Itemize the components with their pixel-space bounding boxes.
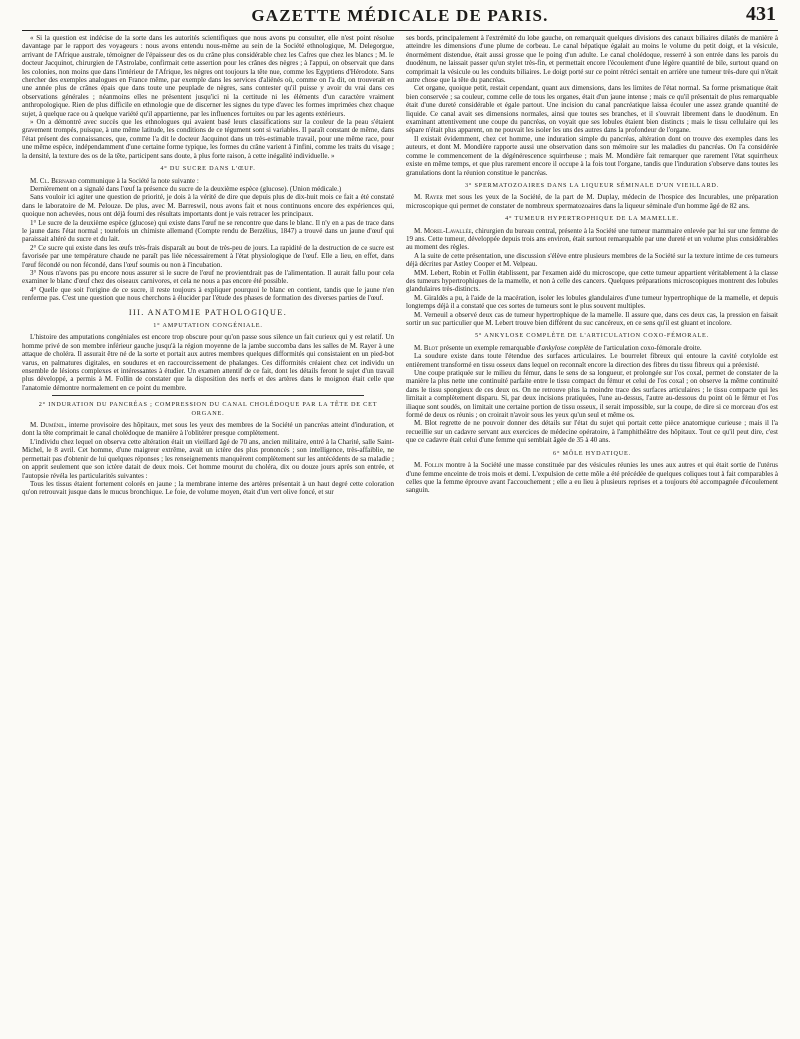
paragraph xyxy=(406,227,778,252)
page-header xyxy=(22,0,778,31)
paragraph xyxy=(22,421,394,438)
divider xyxy=(52,395,364,396)
paragraph-text: met sous les yeux de la Société, de la part de M. Duplay, médecin de l'hospice des Incurables, une préparation microscopique qui permet de constater de nombreux spermatozoaires dans la liqueur séminale d'un homme âgé de 82 ans. xyxy=(406,193,778,210)
author-name: M. Cl. Bernard xyxy=(30,176,77,185)
left-column xyxy=(22,34,394,497)
paragraph-text: montre à la Société une masse constituée par des vésicules réunies les unes aux autres et qui était sortie de l'utérus d'une femme enceinte de trois mois et demi. L'expulsion de cette môle a été précédée de quelques coliques tout à fait comparables à celles que la femme éprouve avant l'accouchement ; elle a eu lieu à plusieurs reprises et a toujours été accompagnée d'écoulement sanguin. xyxy=(406,461,778,495)
paragraph xyxy=(406,461,778,495)
paragraph: A la suite de cette présentation, une discussion s'élève entre plusieurs membres de la Société sur la texture intime de ces tumeurs déjà décrites par Astley Cooper et M. Velpeau. xyxy=(406,251,778,269)
paragraph-text: communique à la Société la note suivante : xyxy=(76,176,199,185)
paragraph: Tous les tissus étaient fortement colorés en jaune ; la membrane interne des artères présentait à un haut degré cette coloration qu'on retrouvait jusque dans le mucus bronchique. Le foie, de volume moyen, était d'un vert olive foncé, et sur xyxy=(22,479,394,497)
paragraph: 1° Le sucre de la deuxième espèce (glucose) qui existe dans l'œuf ne se rencontre que dans le blanc. Il n'y en a pas de trace dans le jaune dans l'état normal ; toutefois un chimiste allemand (Compte rendu de Berzélius, 1847) a trouvé dans un jaune d'œuf qui paraissait altéré du sucre et du lait. xyxy=(22,218,394,244)
author-name: M. Blot xyxy=(414,343,439,352)
paragraph: L'individu chez lequel on observa cette altération était un vieillard âgé de 70 ans, ancien militaire, entré à la Charité, salle Saint-Michel, le 8 avril. Cet homme, d'une maigreur extrême, avait un ictère des plus prononcés ; son intelligence, très-affaiblie, ne permettait pas d'obtenir de lui quelques réponses ; les renseignements manquèrent complètement sur les antécédents de sa maladie ; on apprit seulement que son ictère datait de deux mois. Cet homme mourut du choléra, dix ou douze jours après son entrée, et l'autopsie révéla les particularités suivantes : xyxy=(22,437,394,480)
paragraph: Cet organe, quoique petit, restait cependant, quant aux dimensions, dans les limites de l'état normal. Sa forme prismatique était bien conservée ; sa couleur, comme celle de tous les organes, était d'un jaune intense ; mais ce qu'il présentait de plus remarquable était d'une dureté considérable et égale partout. Une incision du canal pancréatique laissa écouler une assez grande quantité de liquide. Ce canal avait ses dimensions normales, ainsi que toutes ses branches, et il s'ouvrait librement dans le duodénum. En examinant attentivement une coupe du pancréas, on voyait que ses lobules étaient bien distincts ; mais le tissu cellulaire qui les sépare n'était plus apparent, on ne pouvait les isoler les uns des autres dans la profondeur de l'organe. xyxy=(406,84,778,135)
section-heading-ankylose: 5° ANKYLOSE COMPLÈTE DE L'ARTICULATION COXO-FÉMORALE. xyxy=(475,332,709,340)
paragraph: Il existait évidemment, chez cet homme, une induration simple du pancréas, altération dont on trouve des exemples dans les auteurs, et dont M. Mondière rapporte aussi une observation dans son mémoire sur les maladies du pancréas. On l'a considérée comme le commencement de la dégénérescence squirrheuse ; mais M. Mondière fait remarquer que rarement l'état squirrheux existe en même temps, et que plus rarement encore il occupe à la fois tout l'organe, tandis que l'induration s'observe dans toutes les granulations dont la réunion constitue le pancréas. xyxy=(406,134,778,177)
paragraph: 3° Nous n'avons pas pu encore nous assurer si le sucre de l'œuf ne provientdrait pas de l'alimentation. Il aurait fallu pour cela examiner le blanc d'œuf chez des oiseaux carnivores, et cela ne nous a pas encore été possible. xyxy=(22,268,394,286)
paragraph: Sans vouloir ici agiter une question de priorité, je dois à la vérité de dire que depuis plus de dix-huit mois ce fait a été constaté dans le laboratoire de M. Pelouze. De plus, avec M. Barreswil, nous avons fait et nous continuons encore des expériences qui, quoique non achevées, nous ont déjà fourni des résultats importants dont je vais retracer les principaux. xyxy=(22,193,394,219)
two-column-body xyxy=(22,34,778,497)
italic-term: ankylose complète xyxy=(541,343,594,352)
paragraph: MM. Lebert, Robin et Follin établissent, par l'examen aidé du microscope, que cette tumeur appartient véritablement à la classe des tumeurs hypertrophiques de la mamelle, et non à celle des cancers. Quelques préparations microscopiques montrent des lobules glandulaires très-distincts. xyxy=(406,268,778,294)
paragraph: 2° Ce sucre qui existe dans les œufs très-frais disparaît au bout de très-peu de jours. La rapidité de la destruction de ce sucre est favorisée par une température chaude ne paraît pas liée nécessairement à l'état physiologique de l'œuf. Elle a lieu, en effet, dans l'œuf fécondé ou non fécondé, dans l'œuf soumis ou non à l'incubation. xyxy=(22,243,394,269)
paragraph: La soudure existe dans toute l'étendue des surfaces articulaires. Le bourrelet fibreux qui entoure la cavité cotyloïde est entièrement transformé en tissu osseux dans lequel on reconnaît encore la direction des fibres du tissu fibreux qui a préexisté. xyxy=(406,352,778,369)
journal-title: GAZETTE MÉDICALE DE PARIS. xyxy=(251,6,549,25)
paragraph: » On a démontré avec succès que les ethnologues qui avaient basé leurs classifications sur la couleur de la peau s'étaient gravement trompés, puisque, à une même latitude, les conditions de ce tégument sont si variables. Il paraît constant de même, dans l'état présent des connaissances, que, comme l'a dit le docteur Jacquinot dans un très-estimable travail, pour une même race, pour une même espèce, indépendamment d'une certaine forme typique, les formes du crâne varient à l'infini, comme les traits du visage ; la densité, la texture des os de la tête, participent sans doute, à plus forte raison, à cette inégalité individuelle. » xyxy=(22,118,394,160)
paragraph xyxy=(406,344,778,352)
paragraph-text: présente un exemple remarquable d' xyxy=(438,343,542,352)
paragraph-text: , chirurgien du bureau central, présente à la Société une tumeur mammaire enlevée par lui sur une femme de 19 ans. Cette tumeur, développée depuis trois ans environ, était surtout remarquable par une dureté et un volume plus considérables au moment des règles. xyxy=(406,226,778,252)
paragraph-text: de l'articulation coxo-fémorale droite. xyxy=(593,343,702,352)
paragraph: L'histoire des amputations congéniales est encore trop obscure pour qu'on passe sous silence un fait curieux qui y est relatif. Un homme privé de son membre inférieur gauche jusqu'à la région moyenne de la jambe succomba dans les salles de M. Rayer à une attaque de choléra. Il assurait être né de la sorte et portait aux autres membres quelques difformités qui consistaient en un pied-bot varus, en palmatures digitales, en soudures et en raccourcissement de phalanges. Ces difformités créaient chez cet individu un ensemble de lésions complexes et intéressantes à étudier. Un examen attentif de ce fait, dont les détails feront le sujet d'un travail plus développé, a permis à M. Follin de constater que la disposition des nerfs et des artères dans le moignon était celle que l'anatomie démontre normalement en ce point du membre. xyxy=(22,333,394,392)
paragraph: M. Blot regrette de ne pouvoir donner des détails sur l'état du sujet qui portait cette pièce anatomique curieuse ; mais il l'a recueillie sur un cadavre servant aux exercices de médecine opératoire, à l'amphithéâtre des hôpitaux. Tout ce qu'il peut dire, c'est que ce cadavre était celui d'une femme qui semblait âgée de 35 à 40 ans. xyxy=(406,419,778,445)
paragraph-text: , interne provisoire des hôpitaux, met sous les yeux des membres de la Société un pancréas atteint d'induration, et dont la tête comprimait le canal cholédoque de manière à l'oblitérer presque complètement. xyxy=(22,421,394,438)
paragraph: ses bords, principalement à l'extrémité du lobe gauche, on remarquait quelques divisions des canaux biliaires dilatés de manière à atteindre les dimensions d'une plume de corbeau. Le canal hépatique égalait au moins le volume du petit doigt, et la vésicule, énormément distendue, était aussi grosse que le poing d'un adulte. Le canal cholédoque, resserré à son entrée dans les parois du duodénum, ne laissait passer qu'un stylet très-fin, et permettait encore l'écoulement d'une légère quantité de bile, surtout quand on comprimait la vésicule ou les conduits biliaires. Le doigt porté sur ce point rétréci sentait en arrière une tumeur très-dure qui n'était autre chose que la tête du pancréas. xyxy=(406,34,778,85)
paragraph: « Si la question est indécise de la sorte dans les autorités scientifiques que nous avons pu consulter, elle n'est point résolue davantage par le rapport des voyageurs : nous avons entendu nous-même au sein de la Société ethnologique, M. Delegorgue, arrivant de l'Afrique australe, témoigner de l'épaisseur des os du crâne plus considérable chez les Cafres que chez les blancs ; M. le docteur Jacquinot, chirurgien de l'Astrolabe, confirmait cette assertion pour les crânes des nègres ; à l'appui, on observait que dans les colonies, non moins que dans l'intérieur de l'Afrique, les nègres ont toujours la tête nue, comme les Egyptiens d'Hérodote. Sans chercher des exemples analogues en France même, par exemple dans les services d'aliénés où, comme on l'a dit, on trouverait en une année plus de crânes épais que dans toute une peuplade de nègres, sans contester qu'il puisse y avoir du vrai dans ces observations générales ; néanmoins elles ne présentent jusqu'ici ni la certitude ni les éléments d'un caractère vraiment anthropologique. Rien de plus difficile en ethnologie que de discerner les signes du type d'avec les formes imprimées chez chaque sujet, à quelque race ou à quelque variété qu'il appartienne, par les influences fortuites ou par les agents extérieurs. xyxy=(22,34,394,118)
section-heading-pancreas: 2° INDURATION DU PANCRÉAS ; COMPRESSION DU CANAL CHOLÉDOQUE PAR LA TÊTE DE CET ORGANE. xyxy=(38,401,378,417)
section-heading-mamelle: 4° TUMEUR HYPERTROPHIQUE DE LA MAMELLE. xyxy=(505,215,679,223)
paragraph: Une coupe pratiquée sur le milieu du fémur, dans le sens de sa longueur, et prolongée sur l'os coxal, permet de constater de la manière la plus nette une continuité parfaite entre le tissu compact du fémur et celui de l'os coxal ; on observe la même continuité dans le tissu spongieux de ces deux os. On ne retrouve plus la moindre trace des surfaces articulaires ; le tissu compacte qui les limitait a complètement disparu. Si, par deux incisions pratiquées, l'une au-dessus, l'autre au-dessous du point où le fémur et l'os iliaque sont soudés, on limitait une certaine portion de tissu osseux, il serait impossible, sur la coupe, de dire si ce morceau d'os est formé de deux os réunis ; on croirait n'avoir sous les yeux qu'un seul et même os. xyxy=(406,369,778,420)
author-name: M. Rayer xyxy=(414,193,443,202)
page-number: 431 xyxy=(746,3,776,25)
section-heading-sucre: 4° DU SUCRE DANS L'ŒUF. xyxy=(160,165,256,173)
author-name: M. Morel-Lavallée xyxy=(414,226,472,235)
section-heading-amputation: 1° AMPUTATION CONGÉNIALE. xyxy=(153,322,263,329)
paragraph xyxy=(406,193,778,210)
author-name: M. Duménil xyxy=(30,421,65,430)
section-heading-anatomie: III. ANATOMIE PATHOLOGIQUE. xyxy=(128,307,288,317)
paragraph: M. Verneuil a observé deux cas de tumeur hypertrophique de la mamelle. Il assure que, dans ces deux cas, la pression en faisait sortir un suc particulier que M. Lebert trouve bien différent du suc cancéreux, en ce sens qu'il est gluant et incolore. xyxy=(406,310,778,327)
section-heading-spermatozoaires: 3° SPERMATOZOAIRES DANS LA LIQUEUR SÉMINALE D'UN VIEILLARD. xyxy=(464,181,720,189)
paragraph xyxy=(22,177,394,185)
section-heading-mole: 6° MÔLE HYDATIQUE. xyxy=(553,449,631,457)
paragraph: 4° Quelle que soit l'origine de ce sucre, il reste toujours à expliquer pourquoi le blanc en contient, tandis que le jaune n'en renferme pas. C'est une question que nous cherchons à élucider par l'étude des phases de formation des diverses parties de l'œuf. xyxy=(22,285,394,303)
paragraph: Dernièrement on a signalé dans l'œuf la présence du sucre de la deuxième espèce (glucose). (Union médicale.) xyxy=(30,184,342,193)
paragraph: M. Giraldès a pu, à l'aide de la macération, isoler les lobules glandulaires d'une tumeur hypertrophique de la mamelle, et depuis longtemps déjà il a constaté que ces sortes de tumeurs sont le plus souvent multiples. xyxy=(406,293,778,311)
author-name: M. Follin xyxy=(414,461,444,470)
right-column xyxy=(406,34,778,497)
